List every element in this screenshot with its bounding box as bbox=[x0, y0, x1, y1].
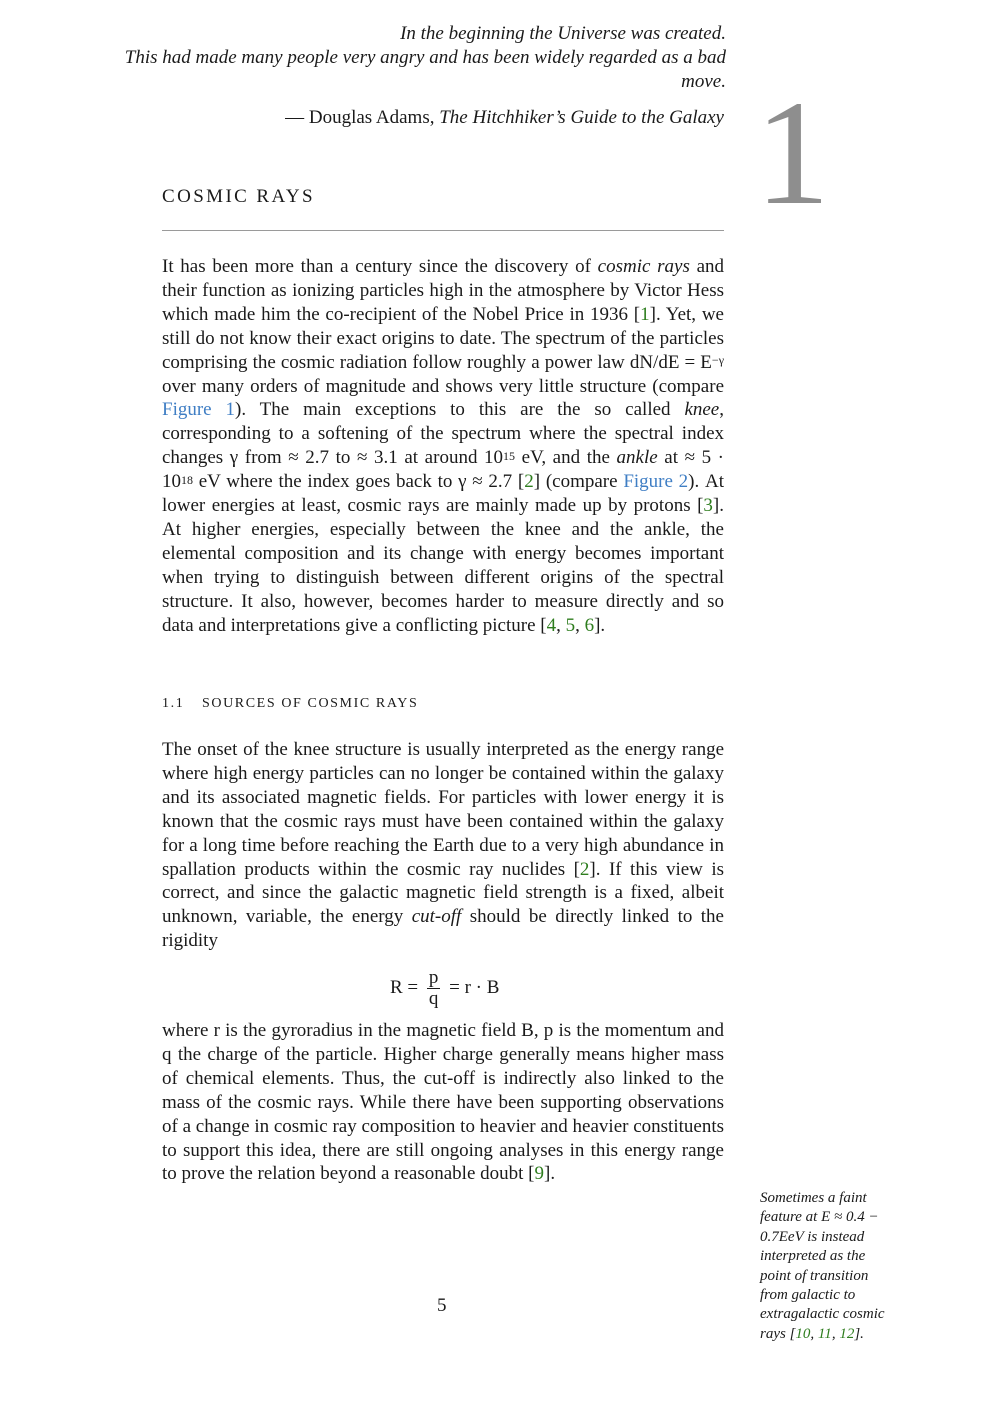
text-run: should be directly linked to the rigidity bbox=[162, 906, 724, 952]
citation-link[interactable]: 11 bbox=[817, 1325, 832, 1342]
section-heading bbox=[162, 694, 418, 714]
text-run: ). The main exceptions to this are the so called bbox=[235, 399, 685, 421]
separator: , bbox=[556, 614, 566, 636]
chapter-number: 1 bbox=[755, 70, 830, 236]
section-title: SOURCES OF COSMIC RAYS bbox=[202, 696, 419, 711]
figure-1-link[interactable]: Figure 1 bbox=[162, 399, 236, 421]
epigraph-work: The Hitchhiker’s Guide to the Galaxy bbox=[439, 107, 724, 128]
text-run: ]. bbox=[854, 1325, 864, 1342]
epigraph-line-3: move. bbox=[681, 71, 726, 92]
text-run: , corresponding to a softening of the spectrum where the spectral index changes γ from ≈ 2.7 to ≈ 3.1 at around 10 bbox=[162, 399, 724, 469]
citation-link[interactable]: 10 bbox=[795, 1325, 811, 1342]
text-run: The onset of the knee structure is usually interpreted as the energy range where high energy particles can no longer be contained within the galaxy and its associated magnetic fields. For particles with lower energy it is known that the cosmic rays must have been contained within the galaxy for a long time before reaching the Earth due to a very high abundance in spallation products within the cosmic ray nuclides [ bbox=[162, 739, 724, 880]
equation-lhs: R = bbox=[390, 976, 419, 998]
emphasis-ankle: ankle bbox=[616, 447, 658, 469]
figure-2-link[interactable]: Figure 2 bbox=[623, 471, 689, 493]
equation-rhs: = r · B bbox=[449, 976, 500, 998]
epigraph-line-1: In the beginning the Universe was created. bbox=[400, 23, 726, 44]
text-run: ]. If this view is correct, and since the galactic magnetic field strength is a fixed, albeit unknown, variable, the energy bbox=[162, 858, 724, 928]
section-paragraph-1 bbox=[162, 738, 724, 953]
text-run: where r is the gyroradius in the magnetic field B, p is the momentum and q the charge of the particle. Higher charge generally means higher mass of chemical elements. Thus, the cut-off is indirectly also linked to the mass of the cosmic rays. While there have been supporting observations of a change in cosmic ray composition to heavier and heavier constituents to support this idea, there are still ongoing analyses in this energy range to prove the relation beyond a reasonable doubt [ bbox=[162, 1020, 724, 1185]
text-run: ). At lower energies at least, cosmic rays are mainly made up by protons [ bbox=[162, 471, 724, 517]
citation-link[interactable]: 4 bbox=[546, 614, 557, 636]
emphasis-knee: knee bbox=[684, 399, 720, 421]
text-run: and their function as ionizing particles high in the atmosphere by Victor Hess which made him the co-recipient of the Nobel Price in 1936 [ bbox=[162, 256, 724, 325]
text-run: Sometimes a faint feature at E ≈ 0.4 − 0.7EeV is instead interpreted as the point of transition from galactic to extragalactic cosmic rays [ bbox=[760, 1190, 885, 1342]
emphasis-cut-off: cut-off bbox=[411, 906, 462, 928]
citation-link[interactable]: 9 bbox=[534, 1163, 544, 1185]
emphasis-cosmic-rays: cosmic rays bbox=[597, 256, 690, 277]
epigraph-attribution bbox=[120, 106, 724, 130]
text-run: ]. bbox=[544, 1163, 556, 1185]
citation-link[interactable]: 2 bbox=[579, 858, 590, 880]
rigidity-equation bbox=[390, 968, 499, 1014]
citation-link[interactable]: 1 bbox=[640, 303, 650, 325]
text-run: over many orders of magnitude and shows very little structure (compare bbox=[162, 375, 724, 397]
text-run: ]. Yet, we still do not know their exact origins to date. The spectrum of the particles comprising the cosmic radiation follow roughly a power law dN/dE = E bbox=[162, 303, 724, 373]
citation-link[interactable]: 12 bbox=[839, 1325, 855, 1342]
equation-numerator: p bbox=[428, 967, 439, 988]
epigraph-author: — Douglas Adams, bbox=[285, 107, 440, 128]
title-rule bbox=[162, 230, 724, 231]
epigraph-line-2: This had made many people very angry and has been widely regarded as a bad bbox=[124, 47, 726, 68]
separator: , bbox=[810, 1325, 818, 1342]
separator: , bbox=[831, 1325, 840, 1342]
intro-paragraph bbox=[162, 255, 724, 638]
superscript: −γ bbox=[711, 353, 724, 368]
page-number: 5 bbox=[437, 1295, 447, 1316]
section-number: 1.1 bbox=[162, 696, 185, 711]
text-run: eV, and the bbox=[515, 447, 617, 469]
text-run: eV where the index goes back to γ ≈ 2.7 [ bbox=[193, 471, 525, 493]
citation-link[interactable]: 5 bbox=[565, 614, 576, 636]
epigraph-quote bbox=[120, 22, 726, 94]
section-paragraph-2 bbox=[162, 1019, 724, 1186]
separator: , bbox=[575, 614, 585, 636]
equation-denominator: q bbox=[428, 988, 439, 1009]
text-run: ]. At higher energies, especially between the knee and the ankle, the elemental composition and its change with energy becomes important when trying to distinguish between different origins of the spectral structure. It also, however, becomes harder to measure directly and so data and interpretations give a conflicting picture [ bbox=[162, 495, 724, 636]
text-run: ] (compare bbox=[533, 471, 624, 493]
chapter-title: COSMIC RAYS bbox=[162, 186, 315, 207]
text-run: It has been more than a century since the discovery of bbox=[162, 256, 598, 277]
margin-note bbox=[760, 1189, 890, 1344]
text-run: ]. bbox=[594, 614, 606, 636]
superscript: 15 bbox=[503, 448, 516, 463]
superscript: 18 bbox=[181, 472, 193, 487]
citation-link[interactable]: 3 bbox=[703, 495, 713, 517]
text-run: at ≈ 5 · 10 bbox=[162, 447, 724, 493]
citation-link[interactable]: 2 bbox=[524, 471, 534, 493]
citation-link[interactable]: 6 bbox=[584, 614, 595, 636]
equation-fraction bbox=[427, 968, 441, 1009]
